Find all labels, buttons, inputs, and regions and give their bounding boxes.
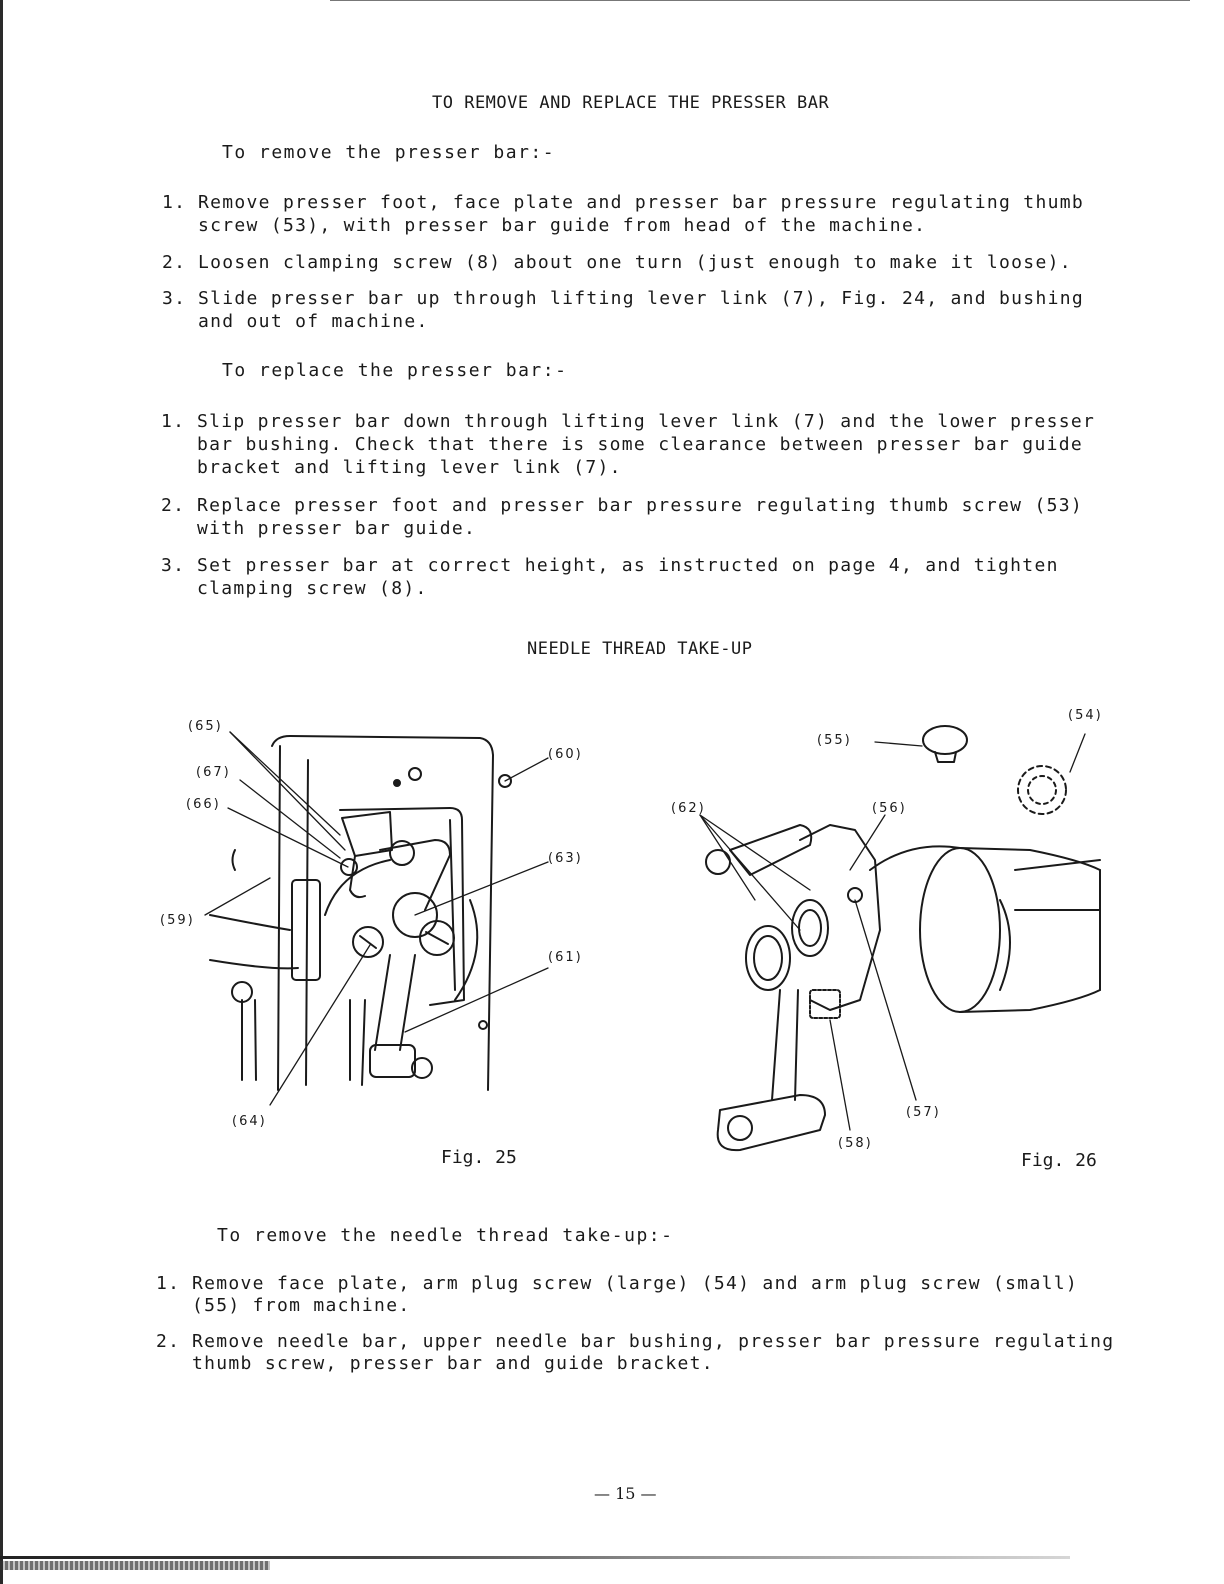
page-number: — 15 —	[594, 1484, 657, 1503]
step-number: 3.	[161, 555, 186, 576]
scan-artifact	[0, 1556, 1070, 1559]
fig25-label-65: (65)	[188, 719, 223, 734]
fig25-caption: Fig. 25	[441, 1147, 517, 1168]
fig25-label-67: (67)	[196, 765, 231, 780]
step-text: Slide presser bar up through lifting lever link (7), Fig. 24, and bushing and out of machine.	[198, 288, 1084, 332]
step-number: 1.	[156, 1273, 181, 1294]
fig26-label-56: (56)	[872, 801, 907, 816]
replace-step-2	[161, 494, 1083, 540]
fig25-label-59: (59)	[160, 913, 195, 928]
top-rule	[330, 0, 1190, 1]
step-text: Slip presser bar down through lifting lever link (7) and the lower presser bar bushing. Check that there is some clearance between presser bar guide bracket and lifting lever link (7).	[197, 411, 1096, 478]
remove-step-2	[162, 251, 1072, 274]
step-text: Loosen clamping screw (8) about one turn (just enough to make it loose).	[198, 252, 1072, 273]
section-title-take-up: NEEDLE THREAD TAKE-UP	[527, 639, 753, 659]
page-edge-rule	[0, 0, 3, 1584]
fig26-label-62: (62)	[671, 801, 706, 816]
remove-step-1	[162, 191, 1084, 237]
fig26-label-55: (55)	[817, 733, 852, 748]
fig26-label-54: (54)	[1068, 708, 1103, 723]
fig-26-drawing	[660, 700, 1120, 1170]
step-text: Remove needle bar, upper needle bar bushing, presser bar pressure regulating thumb screw, presser bar and guide bracket.	[192, 1331, 1115, 1374]
section-title-presser-bar: TO REMOVE AND REPLACE THE PRESSER BAR	[432, 93, 830, 113]
remove-take-up-intro: To remove the needle thread take-up:-	[217, 1225, 674, 1246]
step-text: Remove face plate, arm plug screw (large) (54) and arm plug screw (small) (55) from machine.	[192, 1273, 1078, 1316]
replace-step-1	[161, 410, 1096, 479]
step-number: 3.	[162, 288, 187, 309]
fig25-label-60: (60)	[548, 747, 583, 762]
step-number: 2.	[162, 252, 187, 273]
step-number: 1.	[162, 192, 187, 213]
remove-presser-bar-intro: To remove the presser bar:-	[222, 142, 556, 163]
fig26-label-58: (58)	[838, 1136, 873, 1151]
fig26-label-57: (57)	[906, 1105, 941, 1120]
remove-step-3	[162, 287, 1084, 333]
step-number: 2.	[161, 495, 186, 516]
fig25-label-66: (66)	[186, 797, 221, 812]
step-number: 1.	[161, 411, 186, 432]
fig25-label-64: (64)	[232, 1114, 267, 1129]
scan-artifact	[0, 1561, 270, 1570]
step-text: Remove presser foot, face plate and presser bar pressure regulating thumb screw (53), with presser bar guide from head of the machine.	[198, 192, 1084, 236]
fig26-caption: Fig. 26	[1021, 1150, 1097, 1171]
fig25-label-61: (61)	[548, 950, 583, 965]
step-text: Set presser bar at correct height, as instructed on page 4, and tighten clamping screw (8).	[197, 555, 1059, 599]
step-text: Replace presser foot and presser bar pressure regulating thumb screw (53) with presser bar guide.	[197, 495, 1083, 539]
step-number: 2.	[156, 1331, 181, 1352]
take-up-step-2	[156, 1331, 1115, 1375]
replace-step-3	[161, 554, 1059, 600]
replace-presser-bar-intro: To replace the presser bar:-	[222, 360, 568, 381]
take-up-step-1	[156, 1273, 1078, 1317]
fig25-label-63: (63)	[548, 851, 583, 866]
